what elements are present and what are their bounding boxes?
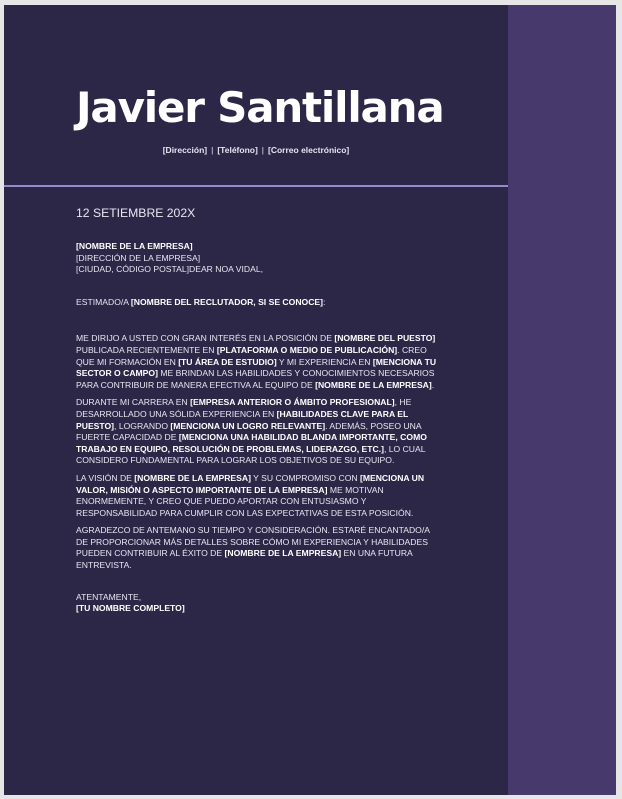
placeholder-text: [TU ÁREA DE ESTUDIO] xyxy=(178,356,277,367)
placeholder-text: [NOMBRE DE LA EMPRESA] xyxy=(315,379,432,390)
contact-address: [Dirección] xyxy=(162,145,208,155)
placeholder-text: [EMPRESA ANTERIOR O ÁMBITO PROFESIONAL] xyxy=(190,397,395,408)
body-text: , LOGRANDO xyxy=(114,420,171,431)
placeholder-text: [PLATAFORMA O MEDIO DE PUBLICACIÓN] xyxy=(216,344,398,355)
placeholder-text: [HABILIDADES CLAVE PARA EL PUESTO] xyxy=(76,408,409,431)
recipient-block xyxy=(76,241,438,276)
body-text: , LO CUAL CONSIDERO FUNDAMENTAL PARA LOGRAR LOS OBJETIVOS DE SU EQUIPO. xyxy=(76,443,426,466)
placeholder-text: [MENCIONA UN LOGRO RELEVANTE] xyxy=(170,420,326,431)
body-text: , HE DESARROLLADO UNA SÓLIDA EXPERIENCIA EN xyxy=(76,397,412,419)
decorative-side-strip xyxy=(508,5,616,795)
paragraph-intro xyxy=(76,333,438,391)
body-text: EN UNA FUTURA ENTREVISTA. xyxy=(76,548,413,571)
recipient-address: [DIRECCIÓN DE LA EMPRESA] xyxy=(76,252,201,263)
salutation xyxy=(76,297,438,309)
signature-block xyxy=(76,592,438,615)
recipient-city: [CIUDAD, CÓDIGO POSTAL]DEAR NOA VIDAL, xyxy=(76,264,264,275)
body-text: ME DIRIJO A USTED CON GRAN INTERÉS EN LA POSICIÓN DE xyxy=(76,333,335,344)
letter-date: 12 SETIEMBRE 202X xyxy=(76,206,196,220)
body-text: LA VISIÓN DE xyxy=(76,472,135,483)
recipient-company: [NOMBRE DE LA EMPRESA] xyxy=(76,241,193,251)
applicant-name: Javier Santillana xyxy=(76,83,444,132)
salutation-prefix: ESTIMADO/A xyxy=(76,296,131,307)
body-text: DURANTE MI CARRERA EN xyxy=(76,397,191,408)
document-page xyxy=(4,5,616,795)
placeholder-text: [NOMBRE DE LA EMPRESA] xyxy=(224,548,342,559)
salutation-name: [NOMBRE DEL RECLUTADOR, SI SE CONOCE] xyxy=(130,296,324,307)
body-text: . ADEMÁS, POSEO UNA FUERTE CAPACIDAD DE xyxy=(76,420,422,443)
placeholder-text: [NOMBRE DEL PUESTO] xyxy=(334,333,436,344)
letter-header xyxy=(4,5,508,185)
body-text: Y SU COMPROMISO CON xyxy=(250,472,360,483)
body-text: . xyxy=(431,379,435,390)
placeholder-text: [MENCIONA UN VALOR, MISIÓN O ASPECTO IMPORTANTE DE LA EMPRESA] xyxy=(76,472,425,495)
paragraph-motivation xyxy=(76,473,438,519)
body-text: Y MI EXPERIENCIA EN xyxy=(276,356,373,367)
contact-email: [Correo electrónico] xyxy=(268,145,350,155)
body-text: . CREO QUE MI FORMACIÓN EN xyxy=(76,344,427,367)
contact-separator: | xyxy=(261,145,265,155)
contact-separator: | xyxy=(211,145,214,155)
body-text: PUBLICADA RECIENTEMENTE EN xyxy=(76,344,217,355)
contact-phone: [Teléfono] xyxy=(217,145,258,155)
paragraph-closing xyxy=(76,525,438,571)
body-text: AGRADEZCO DE ANTEMANO SU TIEMPO Y CONSIDERACIÓN. ESTARÉ ENCANTADO/A DE PROPORCIONAR MÁS DETALLES SOBRE CÓMO MI EXPERIENCIA Y HABILIDADES PUEDEN CONTRIBUIR AL ÉXITO DE xyxy=(76,525,430,559)
body-text: ME BRINDAN LAS HABILIDADES Y CONOCIMIENTOS NECESARIOS PARA CONTRIBUIR DE MANERA EFECTIVA AL EQUIPO DE xyxy=(76,368,435,390)
placeholder-text: [NOMBRE DE LA EMPRESA] xyxy=(134,472,251,483)
salutation-suffix: : xyxy=(323,296,326,307)
closing-phrase: ATENTAMENTE, xyxy=(76,591,142,602)
body-text: ME MOTIVAN ENORMEMENTE, Y CREO QUE PUEDO APORTAR CON ENTUSIASMO Y RESPONSABILIDAD PARA CUMPLIR CON LAS EXPECTATIVAS DE ESTA POSICIÓN. xyxy=(76,484,414,518)
placeholder-text: [MENCIONA UNA HABILIDAD BLANDA IMPORTANTE, COMO TRABAJO EN EQUIPO, RESOLUCIÓN DE PROBLEMAS, LIDERAZGO, ETC.] xyxy=(76,432,427,454)
placeholder-text: [MENCIONA TU SECTOR O CAMPO] xyxy=(76,356,437,379)
header-divider xyxy=(4,185,508,187)
letter-body xyxy=(76,205,438,615)
signature-name: [TU NOMBRE COMPLETO] xyxy=(76,603,185,614)
contact-line xyxy=(4,145,508,155)
paragraph-experience xyxy=(76,397,438,467)
